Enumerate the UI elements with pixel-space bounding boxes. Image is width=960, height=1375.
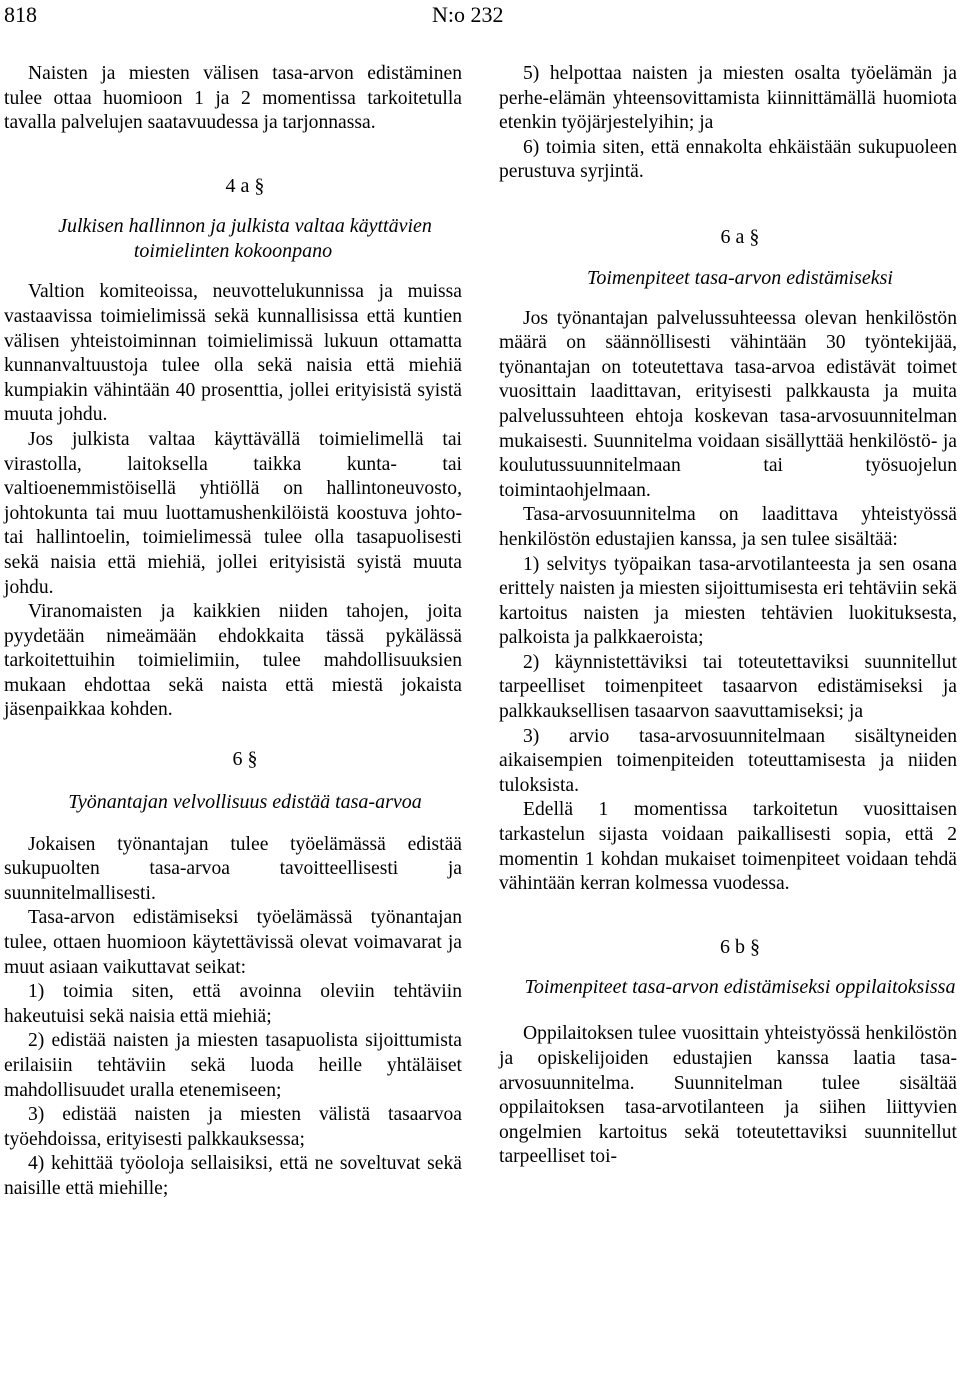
- list-item: 6) toimia siten, että ennakolta ehkäistään sukupuoleen perustuva syrjintä.: [499, 136, 957, 183]
- page-number: 818: [4, 2, 37, 27]
- list-item: 3) edistää naisten ja miesten välistä tasaarvoa työehdoissa, erityisesti palkkauksessa;: [4, 1104, 462, 1150]
- paragraph: Naisten ja miesten välisen tasa-arvon edistäminen tulee ottaa huomioon 1 ja 2 momentissa tarkoitetulla tavalla palvelujen saatavuudessa ja tarjonnassa.: [4, 63, 462, 134]
- paragraph: Valtion komiteoissa, neuvottelukunnissa ja muissa vastaavissa toimielimissä sekä kunnallisissa että kuntien välisen yhteistoiminnan toimielimissä lukuun ottamatta kunnanvaltuustoja tulee olla sekä naisia että miehiä kumpiakin vähintään 40 prosenttia, jollei erityisistä syistä muuta johdu.: [4, 281, 462, 426]
- list-item: 4) kehittää työoloja sellaisiksi, että ne soveltuvat sekä naisille että miehille;: [4, 1153, 462, 1199]
- list-item: 1) selvitys työpaikan tasa-arvotilanteesta ja sen osana erittely naisten ja miesten sijoittumisesta eri tehtäviin sekä kartoitus naisten ja miesten tehtävien luokituksesta, palkoista ja palkkaeroista;: [499, 553, 957, 649]
- list-item: 1) toimia siten, että avoinna oleviin tehtäviin hakeutuisi sekä naisia että miehiä;: [4, 981, 462, 1027]
- section-heading-6a: 6 a §: [720, 225, 760, 248]
- page-header: [0, 0, 960, 30]
- paragraph: Edellä 1 momentissa tarkoitetun vuosittaisen tarkastelun sijasta voidaan paikallisesti sopia, että 2 momentin 1 kohdan mukaiset toimenpiteet voidaan tehdä vähintään kerran kolmessa vuodessa.: [499, 799, 957, 895]
- left-column: [4, 62, 462, 1202]
- paragraph: Jokaisen työnantajan tulee työelämässä edistää sukupuolten tasa-arvoa tavoitteellisesti ja suunnitelmallisesti.: [4, 833, 462, 904]
- list-item: 5) helpottaa naisten ja miesten osalta työelämän ja perhe-elämän yhteensovittamista kiinnittämällä huomiota etenkin työjärjestelyihin; ja: [499, 63, 957, 134]
- right-column: [499, 62, 957, 1170]
- paragraph: Jos julkista valtaa käyttävällä toimielimellä tai virastolla, laitoksella taikka kunta- tai valtioenemmistöisellä yhtiöllä on hallintoneuvosto, johtokunta tai muu luottamushenkilöistä koostuva johto- tai hallintoelin, toimielimessä tulee olla tasapuolisesti sekä naisia että miehiä, jollei erityisistä syistä muuta johdu.: [4, 428, 462, 598]
- section-heading-6b: 6 b §: [720, 935, 760, 958]
- paragraph: Jos työnantajan palvelussuhteessa olevan henkilöstön määrä on säännöllisesti vähintään 30 työntekijää, työnantajan on toteutettava tasa-arvoa edistävät toimet vuosittain laadittavan, erityisesti palkkausta ja muita palvelussuhteen ehtoja koskevan tasa-arvosuunnitelman mukaisesti. Suunnitelma voidaan sisällyttää henkilöstö- ja koulutussuunnitelmaan tai työsuojelun toimintaohjelmaan.: [499, 307, 957, 501]
- list-item: 3) arvio tasa-arvosuunnitelmaan sisältyneiden aikaisempien toimenpiteiden toteuttamisesta ja niiden tuloksista.: [499, 725, 957, 796]
- paragraph: Tasa-arvosuunnitelma on laadittava yhteistyössä henkilöstön edustajien kanssa, ja sen tulee sisältää:: [499, 504, 957, 550]
- issue-number: N:o 232: [432, 2, 504, 27]
- paragraph: Oppilaitoksen tulee vuosittain yhteistyössä henkilöstön ja opiskelijoiden edustajien kanssa laatia tasa-arvosuunnitelma. Suunnitelman tulee sisältää oppilaitoksen tasa-arvotilanteen ja siihen liittyvien ongelmien kartoitus sekä toteutettaviksi suunnitellut tarpeelliset toi-: [499, 1023, 957, 1168]
- paragraph: Tasa-arvon edistämiseksi työelämässä työnantajan tulee, ottaen huomioon käytettävissä olevat voimavarat ja muut asiaan vaikuttavat seikat:: [4, 907, 462, 978]
- section-title-6a: Toimenpiteet tasa-arvon edistämiseksi: [587, 266, 893, 289]
- section-title-4a: Julkisen hallinnon ja julkista valtaa käyttävien toimielinten kokoonpano: [58, 215, 432, 263]
- section-title-6b: Toimenpiteet tasa-arvon edistämiseksi oppilaitoksissa: [524, 976, 956, 999]
- section-heading-6: 6 §: [232, 748, 258, 771]
- list-item: 2) edistää naisten ja miesten tasapuolista sijoittumista erilaisiin tehtäviin sekä luoda heille yhtäläiset mahdollisuudet uralla etenemiseen;: [4, 1030, 462, 1101]
- paragraph: Viranomaisten ja kaikkien niiden tahojen, joita pyydetään nimeämään ehdokkaita tässä pykälässä tarkoitettuihin toimielimiin, tulee mahdollisuuksien mukaan ehdottaa sekä naista että miestä jokaista jäsenpaikkaa kohden.: [4, 601, 462, 721]
- section-heading-4a: 4 a §: [225, 174, 265, 197]
- list-item: 2) käynnistettäviksi tai toteutettaviksi suunnitellut tarpeelliset toimenpiteet tasaarvon edistämiseksi ja palkkauksellisen tasaarvon saavuttamiseksi; ja: [499, 651, 957, 723]
- section-title-6: Työnantajan velvollisuus edistää tasa-arvoa: [68, 790, 422, 813]
